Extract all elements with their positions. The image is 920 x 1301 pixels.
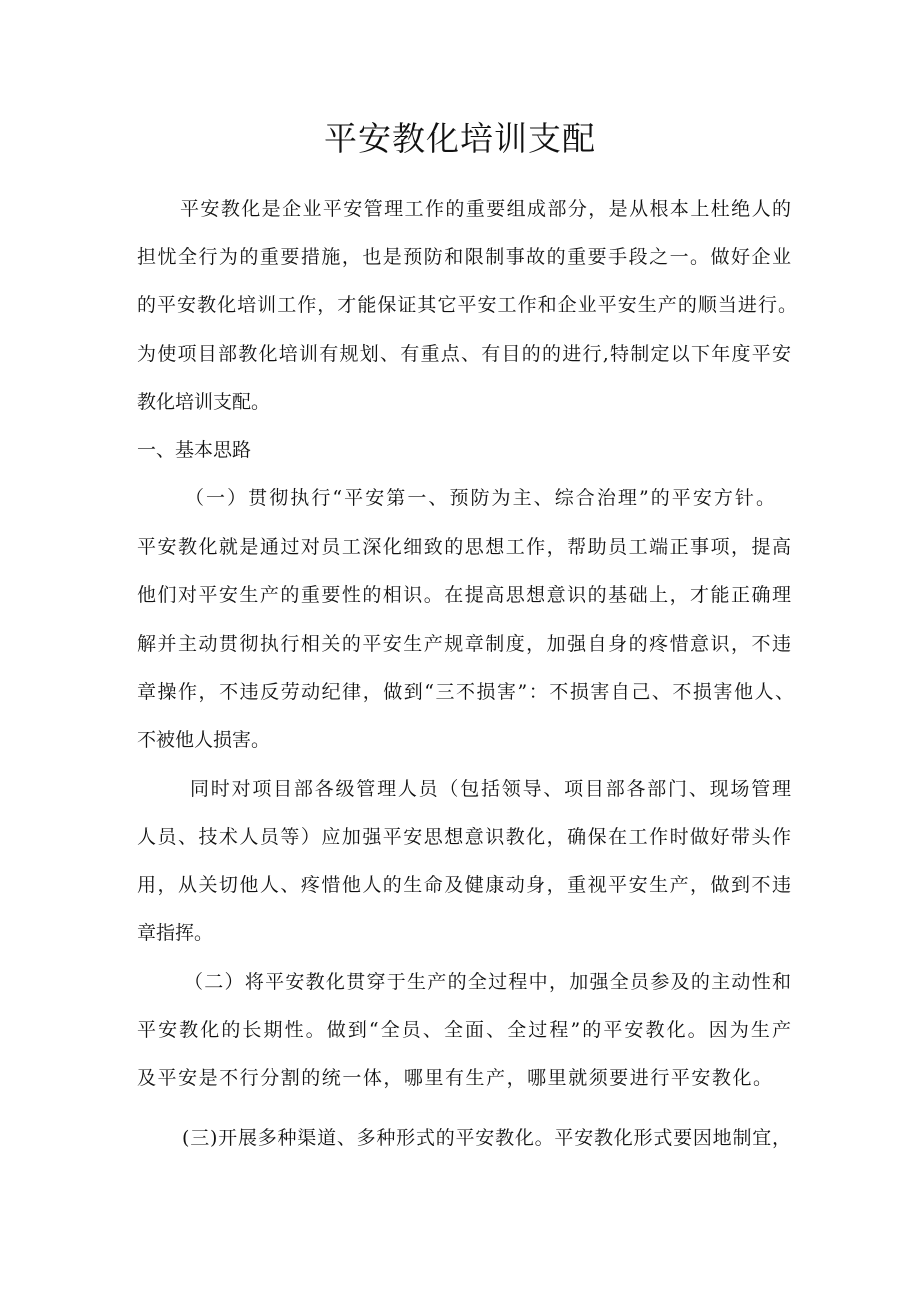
paragraph-line: 平安教化就是通过对员工深化细致的思想工作，帮助员工端正事项，提高 [137, 536, 791, 558]
paragraph-line: (三)开展多种渠道、多种形式的平安教化。平安教化形式要因地制宜， [182, 1127, 791, 1149]
paragraph-line: 及平安是不行分割的统一体，哪里有生产，哪里就须要进行平安教化。 [137, 1067, 772, 1089]
paragraph-line: 不被他人损害。 [137, 729, 271, 751]
paragraph-line: 章操作，不违反劳动纪律，做到“三不损害”：不损害自己、不损害他人、 [137, 681, 794, 703]
paragraph-line: （二）将平安教化贯穿于生产的全过程中，加强全员参及的主动性和 [184, 971, 791, 993]
paragraph-line: 担忧全行为的重要措施，也是预防和限制事故的重要手段之一。做好企业 [137, 246, 791, 268]
paragraph-line: 为使项目部教化培训有规划、有重点、有目的的进行,特制定以下年度平安 [137, 343, 791, 365]
paragraph-line: （一）贯彻执行“平安第一、预防为主、综合治理”的平安方针。 [185, 487, 775, 509]
paragraph-line: 同时对项目部各级管理人员（包括领导、项目部各部门、现场管理 [190, 778, 791, 800]
paragraph-line: 人员、技术人员等）应加强平安思想意识教化，确保在工作时做好带头作 [137, 826, 791, 848]
paragraph-line: 的平安教化培训工作，才能保证其它平安工作和企业平安生产的顺当进行。 [137, 294, 797, 316]
section-heading: 一、基本思路 [137, 439, 252, 461]
paragraph-line: 平安教化的长期性。做到“全员、全面、全过程”的平安教化。因为生产 [137, 1019, 791, 1041]
paragraph-line: 用，从关切他人、疼惜他人的生命及健康动身，重视平安生产，做到不违 [137, 874, 791, 896]
paragraph-line: 平安教化是企业平安管理工作的重要组成部分，是从根本上杜绝人的 [180, 198, 791, 220]
paragraph-line: 教化培训支配。 [137, 391, 271, 413]
document-title: 平安教化培训支配 [324, 119, 596, 158]
paragraph-line: 章指挥。 [137, 922, 214, 944]
paragraph-line: 他们对平安生产的重要性的相识。在提高思想意识的基础上，才能正确理 [137, 584, 791, 606]
paragraph-line: 解并主动贯彻执行相关的平安生产规章制度，加强自身的疼惜意识，不违 [137, 633, 791, 655]
